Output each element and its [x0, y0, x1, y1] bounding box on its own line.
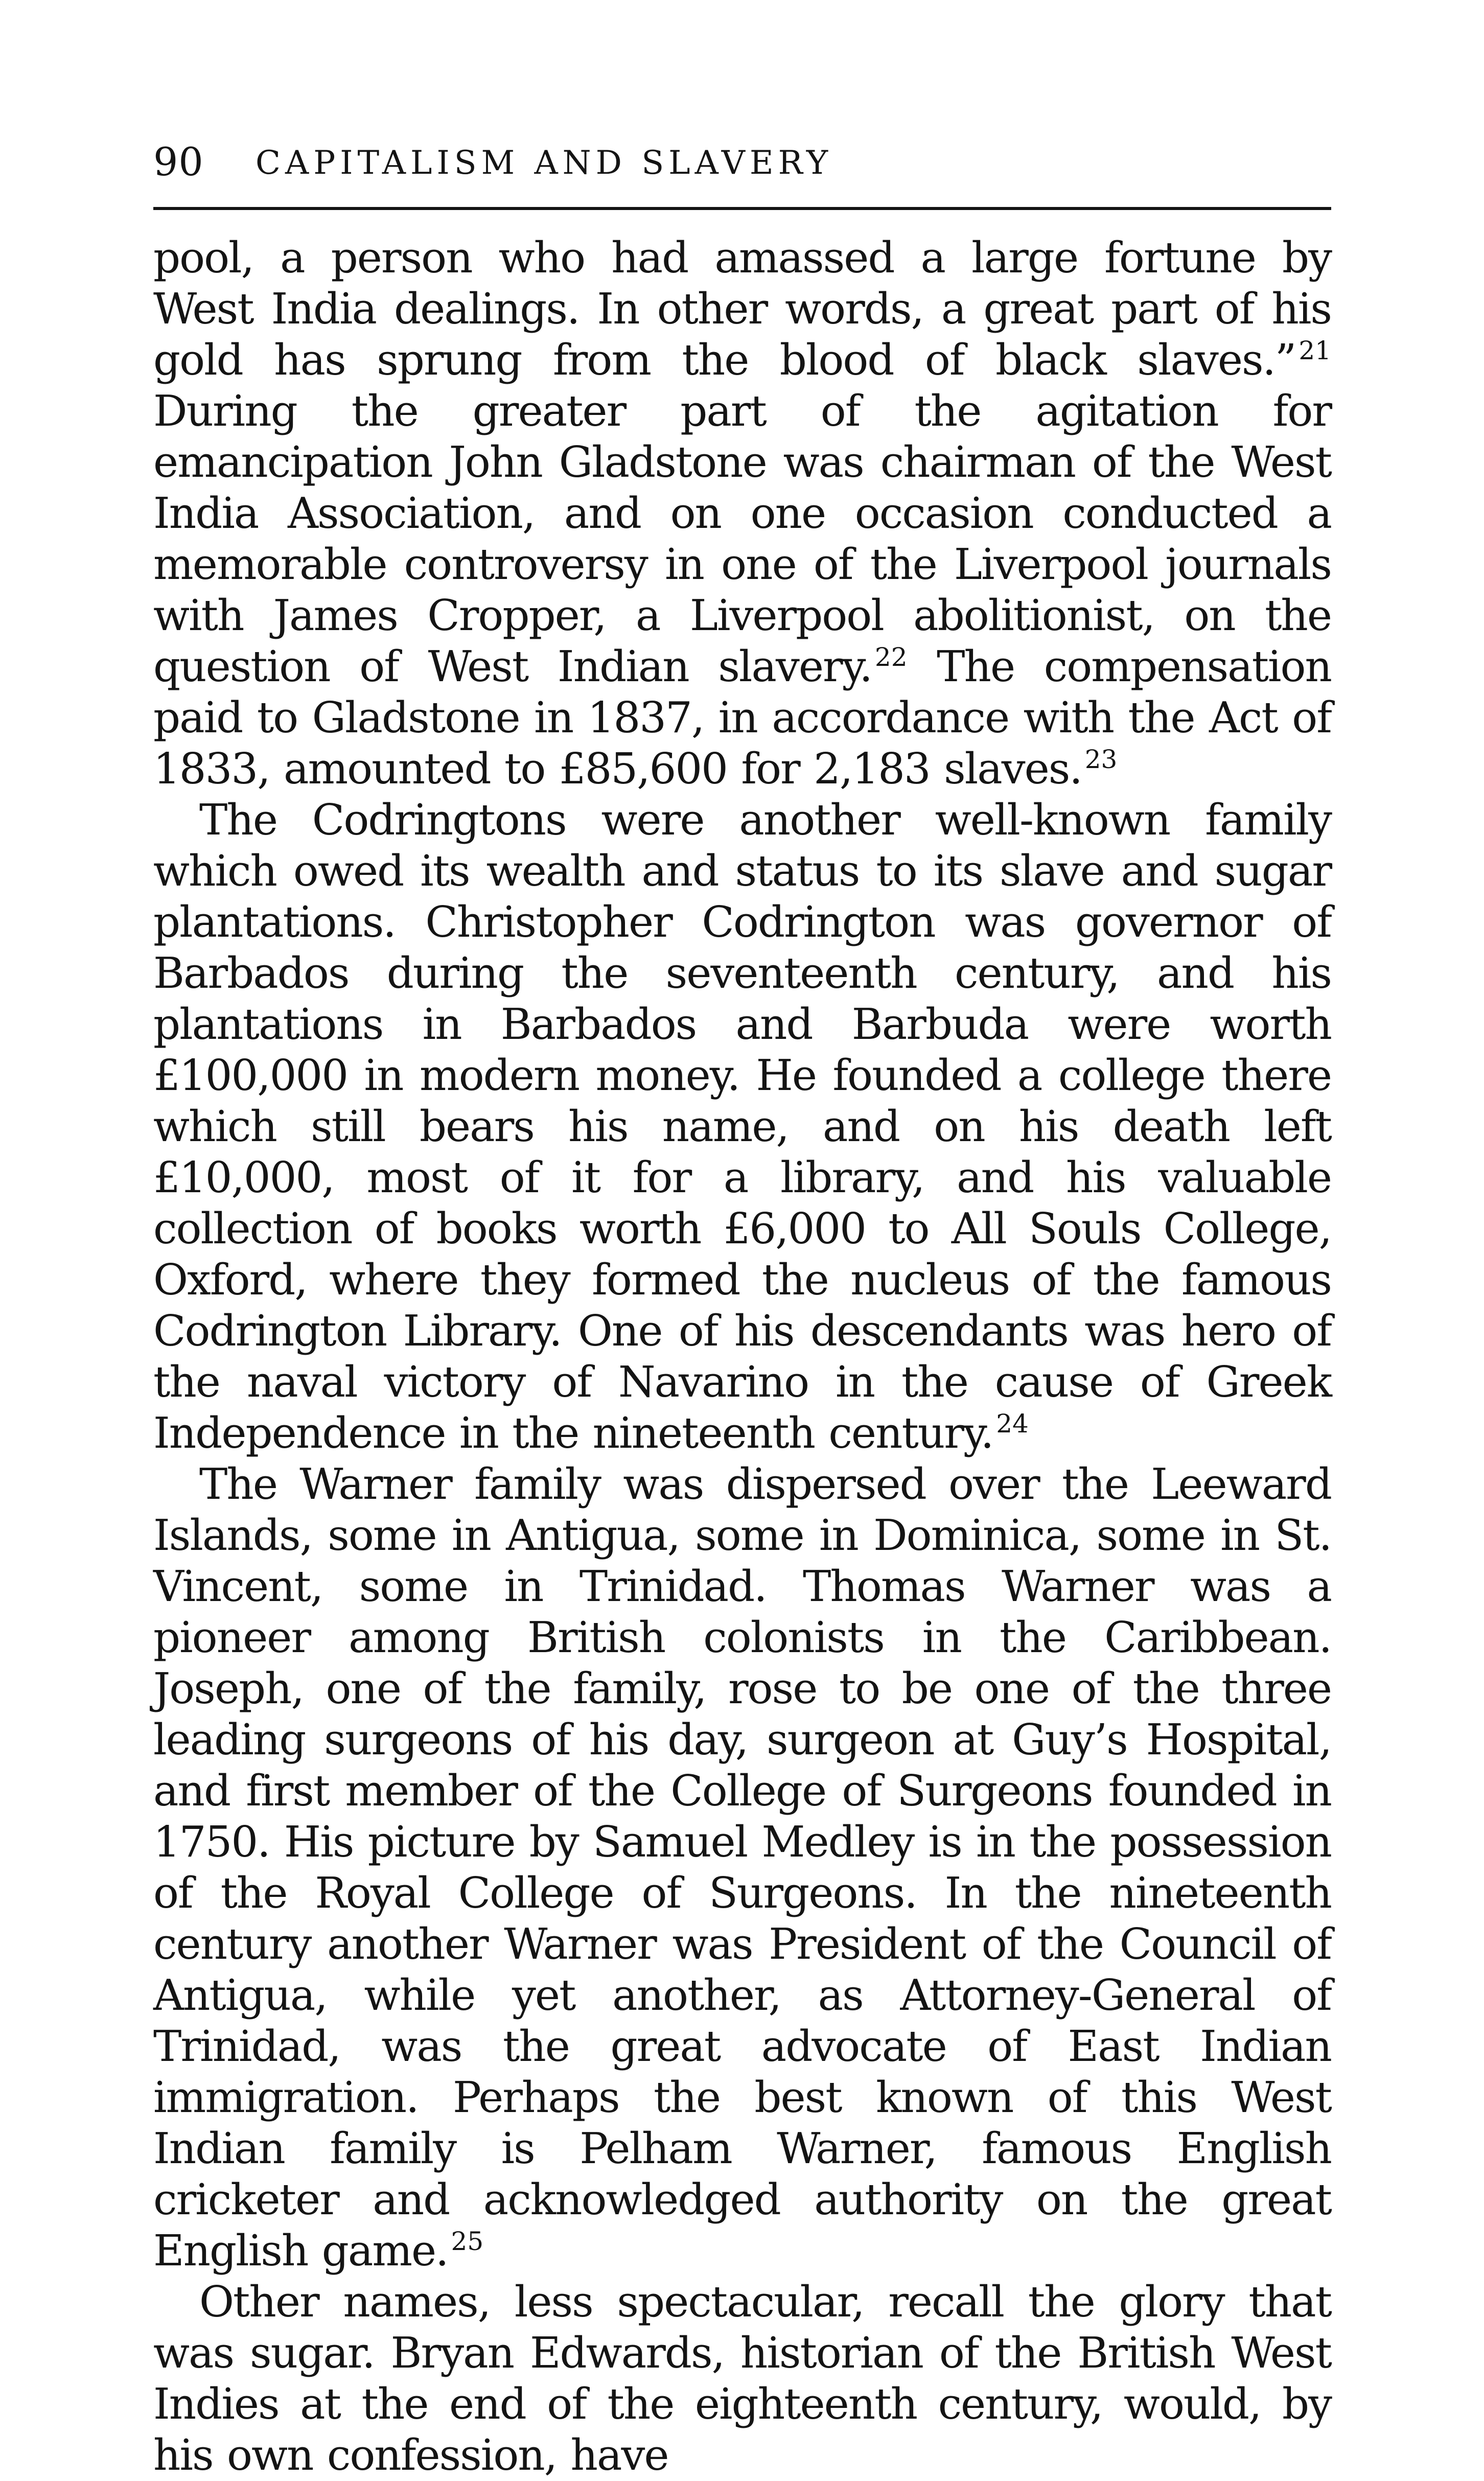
- footnote-ref: 21: [1298, 336, 1331, 365]
- text-run: Other names, less spectacular, recall the glory that was sugar. Bryan Edwards, historian of the British West Indies at the end of the eighteenth century, would, by his own confession, have: [153, 2277, 1331, 2480]
- text-run: The Codringtons were another well-known family which owed its wealth and status to its slave and sugar plantations. Christopher Codrington was governor of Barbados during the seventeenth century, and his plantations in Barbados and Barbuda were worth £100,000 in modern money. He founded a college there which still bears his name, and on his death left £10,000, most of it for a library, and his valuable collection of books worth £6,000 to All Souls College, Oxford, where they formed the nucleus of the famous Codrington Library. One of his descendants was hero of the naval victory of Navarino in the cause of Greek Independence in the nineteenth century.: [153, 795, 1331, 1458]
- footnote-ref: 25: [451, 2227, 484, 2256]
- running-title: CAPITALISM AND SLAVERY: [256, 144, 833, 182]
- body-text: [153, 233, 1331, 2481]
- text-run: The Warner family was dispersed over the Leeward Islands, some in Antigua, some in Dominica, some in St. Vincent, some in Trinidad. Thomas Warner was a pioneer among British colonists in the Caribbean. Joseph, one of the family, rose to be one of the three leading surgeons of his day, surgeon at Guy’s Hospital, and first member of the College of Surgeons founded in 1750. His picture by Samuel Medley is in the possession of the Royal College of Surgeons. In the nineteenth century another Warner was President of the Council of Antigua, while yet another, as Attorney-General of Trinidad, was the great advocate of East Indian immigration. Perhaps the best known of this West Indian family is Pelham Warner, famous English cricketer and acknowledged authority on the great English game.: [153, 1459, 1331, 2276]
- paragraph: [153, 1459, 1331, 2277]
- text-run: During the greater part of the agitation for emancipation John Gladstone was chairman of the West India Association, and on one occasion conducted a memorable controversy in one of the Liverpool journals with James Cropper, a Liverpool abolitionist, on the question of West Indian slavery.: [153, 386, 1331, 691]
- header-rule: [153, 207, 1331, 210]
- footnote-ref: 24: [996, 1409, 1029, 1439]
- text-run: The compensation paid to Gladstone in 1837, in accordance with the Act of 1833, amounted to £85,600 for 2,183 slaves.: [153, 642, 1331, 794]
- footnote-ref: 23: [1084, 745, 1118, 774]
- paragraph: [153, 233, 1331, 795]
- paragraph: [153, 795, 1331, 1459]
- text-run: pool, a person who had amassed a large fortune by West India dealings. In other words, a great part of his gold has sprung from the blood of black slaves.”: [153, 233, 1331, 385]
- paragraph: [153, 2277, 1331, 2481]
- page-number: 90: [153, 139, 204, 184]
- footnote-ref: 22: [874, 642, 908, 672]
- page-header: [153, 139, 1331, 195]
